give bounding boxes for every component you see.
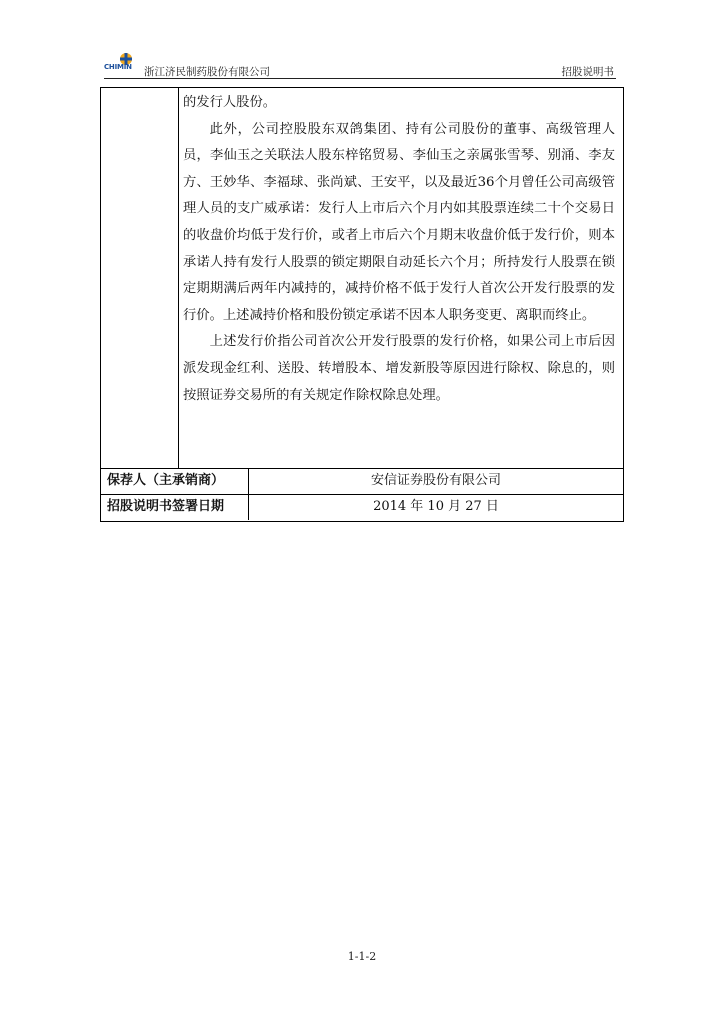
table-row-sign-date <box>101 494 623 520</box>
table-left-cell <box>101 88 179 468</box>
paragraph-issue-price-definition: 上述发行价指公司首次公开发行股票的发行价格，如果公司上市后因派发现金红利、送股、转增股本、增发新股等原因进行除权、除息的，则按照证券交易所的有关规定作除权除息处理。 <box>183 334 615 403</box>
company-name: 浙江济民制药股份有限公司 <box>144 66 270 78</box>
commitment-text <box>183 90 615 409</box>
logo-wordmark: CHIMIN <box>104 63 132 71</box>
sponsor-label: 保荐人（主承销商） <box>101 469 249 494</box>
sign-date-value: 2014 年 10 月 27 日 <box>373 499 499 514</box>
table-row-sponsor <box>101 468 623 494</box>
sponsor-value: 安信证券股份有限公司 <box>370 473 501 488</box>
document-title: 招股说明书 <box>561 66 614 78</box>
sign-date-label: 招股说明书签署日期 <box>101 495 249 520</box>
prospectus-table <box>100 87 624 522</box>
paragraph-lockup-commitment: 此外，公司控股股东双鸽集团、持有公司股份的董事、高级管理人员，李仙玉之关联法人股东梓铭贸易、李仙玉之亲属张雪琴、别涌、李友方、王妙华、李福球、张尚斌、王安平，以及最近36个月曾任公司高级管理人员的支广威承诺：发行人上市后六个月内如其股票连续二十个交易日的收盘价均低于发行价，或者上市后六个月期末收盘价低于发行价，则本承诺人持有发行人股票的锁定期限自动延长六个月；所持发行人股票在锁定期期满后两年内减持的，减持价格不低于发行人首次公开发行股票的发行价。上述减持价格和股份锁定承诺不因本人职务变更、离职而终止。 <box>183 121 615 323</box>
paragraph-continuation: 的发行人股份。 <box>183 95 277 110</box>
page-header <box>104 48 616 79</box>
page-number: 1-1-2 <box>347 950 377 963</box>
